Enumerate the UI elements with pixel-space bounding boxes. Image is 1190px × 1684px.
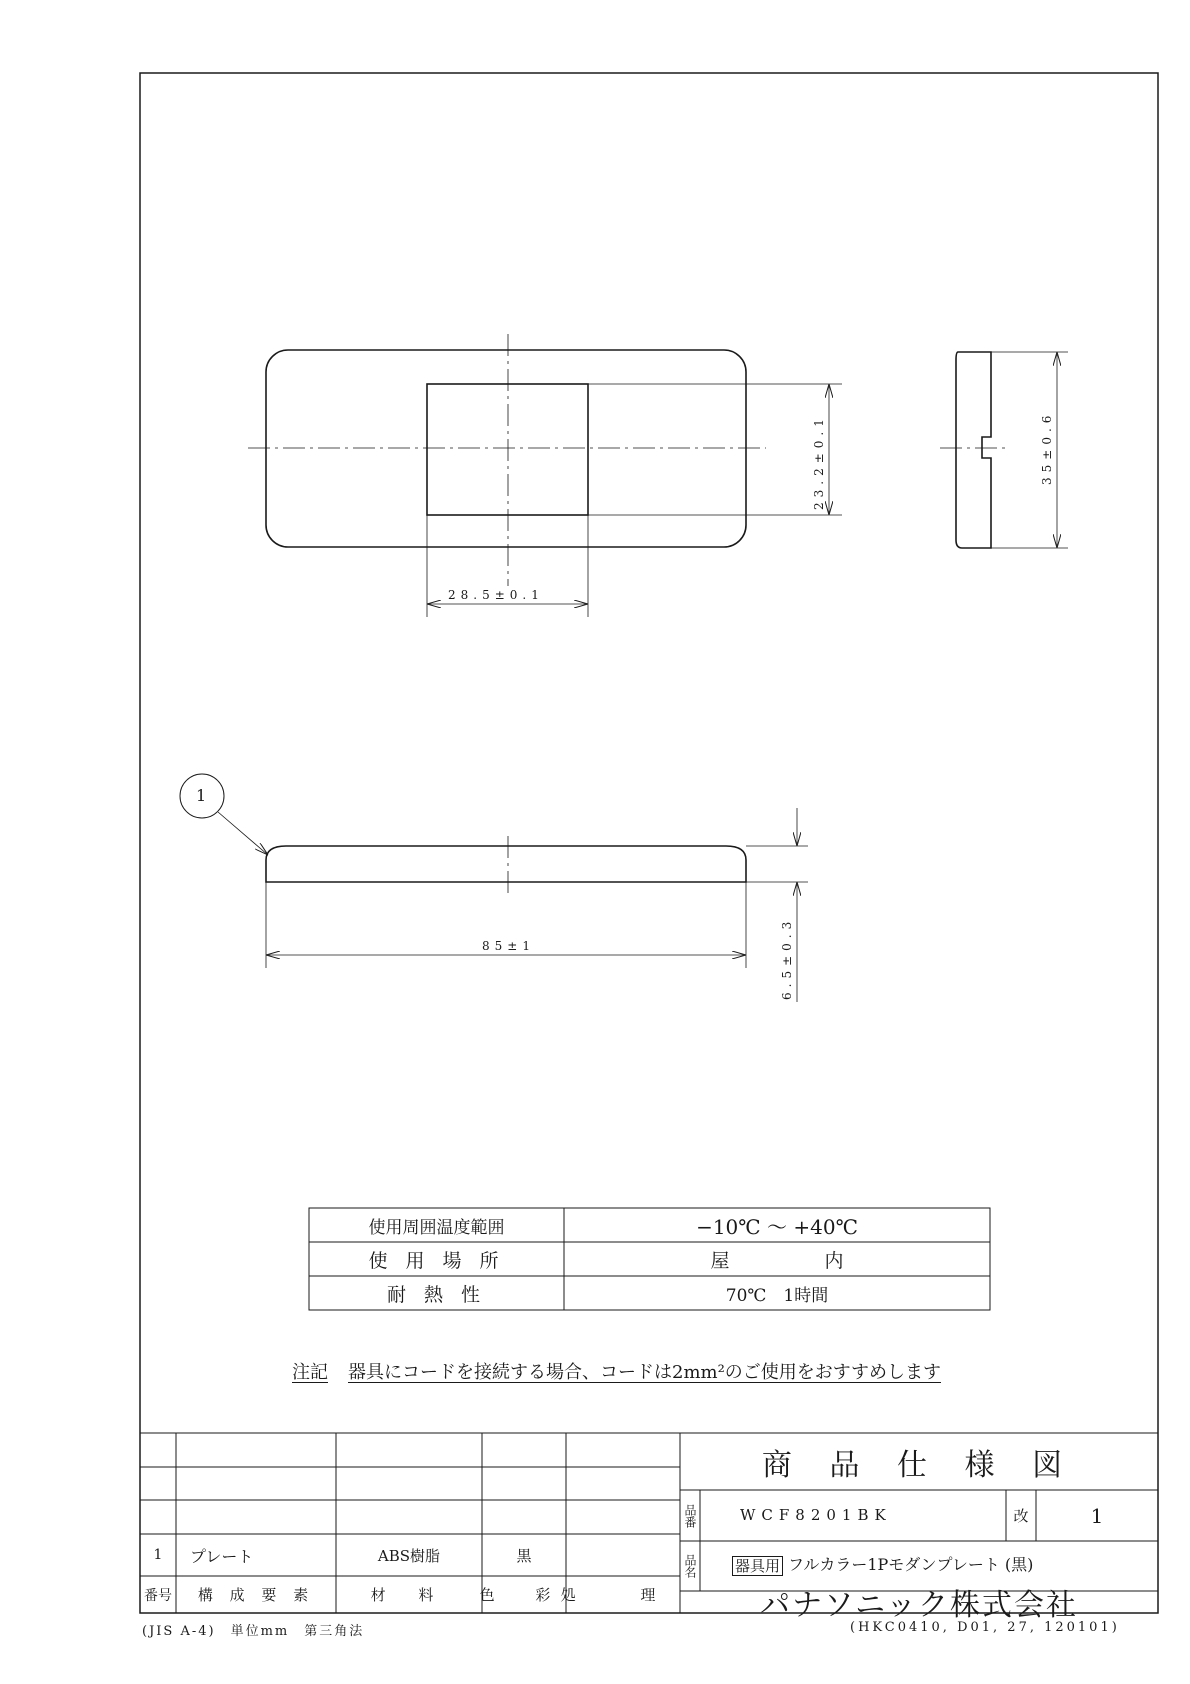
dim-thickness-label: 6.5±0.3 (780, 916, 794, 1000)
opening-outline (427, 384, 588, 515)
spec-label-temperature: 使用周囲温度範囲 (368, 1217, 505, 1238)
dim-width-label: 28.5±0.1 (448, 588, 544, 602)
bom-header-color: 色 彩 (479, 1586, 569, 1604)
bottom-profile (266, 846, 746, 882)
rev-value: 1 (1090, 1503, 1104, 1528)
plate-outline (266, 350, 746, 547)
footer-right: (HKC0410, D01, 27, 120101) (850, 1620, 1120, 1635)
balloon-number: 1 (196, 786, 207, 805)
spec-label-location: 使 用 場 所 (368, 1249, 505, 1272)
bom-row-1-color: 黒 (516, 1546, 532, 1565)
dim-side-height-label: 35±0.6 (1040, 410, 1054, 485)
title-block-title: 商 品 仕 様 図 (761, 1447, 1077, 1483)
note-label: 注記 (292, 1362, 328, 1383)
front-view (248, 334, 842, 617)
spec-value-heat: 70℃ 1時間 (725, 1285, 829, 1306)
name-label: 品名 (683, 1554, 697, 1578)
bom-row-1-component: プレート (190, 1547, 254, 1566)
rev-label: 改 (1013, 1507, 1029, 1525)
part-no-label: 品番 (683, 1503, 697, 1528)
spec-value-location: 屋 内 (710, 1249, 844, 1272)
name-prefix-box: 器具用 (732, 1556, 783, 1576)
side-profile (956, 352, 991, 548)
company-name: パナソニック株式会社 (760, 1588, 1078, 1623)
bom-row-1-no: 1 (153, 1547, 163, 1563)
spec-label-heat: 耐 熱 性 (386, 1283, 487, 1306)
footer-left: (JIS A-4) 単位mm 第三角法 (142, 1624, 365, 1639)
dim-height-label: 23.2±0.1 (812, 414, 826, 510)
name-value: フルカラー1Pモダンプレート (黒) (788, 1555, 1034, 1574)
bom-header-component: 構 成 要 素 (197, 1586, 315, 1604)
dim-length-label: 85±1 (482, 939, 535, 953)
bom-header-material: 材 料 (370, 1586, 448, 1604)
bottom-view (180, 774, 808, 1002)
bom-header-treatment: 処 理 (560, 1586, 686, 1604)
note-text: 器具にコードを接続する場合、コードは2mm²のご使用をおすすめします (348, 1362, 941, 1383)
part-no-value: WCF8201BK (740, 1506, 892, 1524)
bom-header-no: 番号 (144, 1587, 172, 1604)
leader-line (218, 812, 268, 855)
spec-value-temperature: −10℃ 〜 +40℃ (696, 1214, 858, 1239)
bom-row-1-material: ABS樹脂 (377, 1546, 441, 1565)
